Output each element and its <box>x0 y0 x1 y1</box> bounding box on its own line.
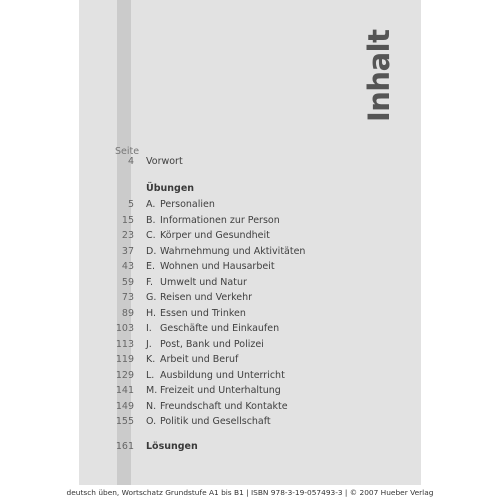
toc-page-number: 119 <box>115 354 134 365</box>
toc-page-number: 155 <box>115 416 134 427</box>
toc-page-number: 4 <box>127 156 134 167</box>
toc-entry-label: Personalien <box>160 199 215 210</box>
toc-entry-label: Freundschaft und Kontakte <box>160 400 288 412</box>
toc-letter: N. <box>146 400 157 412</box>
toc-page-number: 161 <box>115 441 134 452</box>
toc-entry-label: Politik und Gesellschaft <box>160 416 271 427</box>
toc-entry-label: Arbeit und Beruf <box>160 354 239 365</box>
toc-entry-label: Wahrnehmung und Aktivitäten <box>160 245 306 257</box>
toc-letter: K. <box>146 354 156 365</box>
toc-page-number: 113 <box>115 338 134 350</box>
toc-page-number: 103 <box>115 323 134 334</box>
toc-page-number: 43 <box>121 261 134 272</box>
toc-letter: B. <box>146 214 156 226</box>
seite-label: Seite <box>115 146 140 157</box>
section-heading-uebungen: Übungen <box>146 183 195 194</box>
toc-page-number: 141 <box>115 385 134 396</box>
toc-letter: C. <box>146 230 156 241</box>
toc-page-number: 5 <box>127 199 134 210</box>
toc-entry-label: Vorwort <box>146 156 183 167</box>
toc-entry-label: Wohnen und Hausarbeit <box>160 261 275 272</box>
toc-entry-label: Lösungen <box>146 441 198 452</box>
page-title-text: Inhalt <box>362 29 396 122</box>
toc-page-number: 149 <box>115 400 134 412</box>
toc-entry-label: Reisen und Verkehr <box>160 292 253 303</box>
toc-page-number: 23 <box>121 230 134 241</box>
toc-letter: A. <box>146 199 156 210</box>
toc-entry-label: Freizeit und Unterhaltung <box>160 385 281 396</box>
toc-page-number: 59 <box>121 276 134 288</box>
toc-letter: J. <box>146 338 152 350</box>
toc-page-number: 129 <box>115 369 134 381</box>
toc-entry-label: Informationen zur Person <box>160 214 280 226</box>
toc-letter: O. <box>146 416 157 427</box>
toc-letter: I. <box>146 323 152 334</box>
toc-entry-label: Umwelt und Natur <box>160 276 247 288</box>
toc-letter: D. <box>146 245 157 257</box>
toc-entry-label: Körper und Gesundheit <box>160 230 270 241</box>
toc-letter: G. <box>146 292 157 303</box>
toc-entry-label: Post, Bank und Polizei <box>160 338 264 350</box>
toc-letter: F. <box>146 276 153 288</box>
toc-letter: M. <box>146 385 158 396</box>
toc-entry-label: Essen und Trinken <box>160 307 246 319</box>
toc-page-number: 15 <box>121 214 134 226</box>
toc-letter: L. <box>146 369 155 381</box>
toc-letter: E. <box>146 261 156 272</box>
book-page <box>79 0 421 485</box>
toc-page-number: 73 <box>121 292 134 303</box>
toc-page-number: 89 <box>121 307 134 319</box>
toc-entry-label: Geschäfte und Einkaufen <box>160 323 280 334</box>
toc-entry-label: Ausbildung und Unterricht <box>160 369 285 381</box>
toc-page-number: 37 <box>121 245 134 257</box>
toc-letter: H. <box>146 307 156 319</box>
footer-credit: deutsch üben, Wortschatz Grundstufe A1 bis B1 | ISBN 978-3-19-057493-3 | © 2007 Hueber Verlag <box>0 486 500 500</box>
page-title <box>355 22 405 122</box>
